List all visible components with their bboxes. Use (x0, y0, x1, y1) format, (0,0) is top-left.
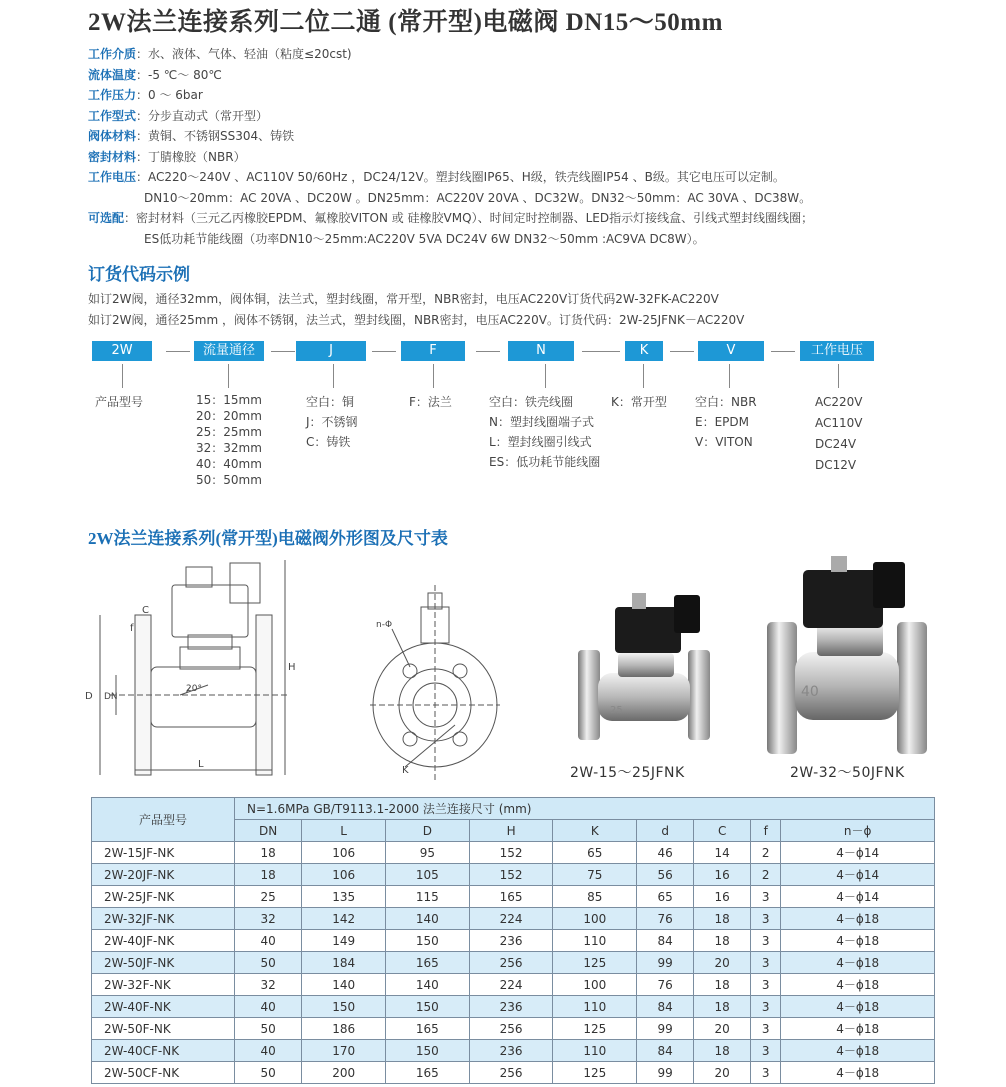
code-desc-line: 空白：铜 (306, 395, 355, 409)
cell-value: 125 (553, 1018, 637, 1040)
cell-value: 65 (637, 886, 694, 908)
table-row (92, 842, 935, 864)
code-desc-material (306, 392, 358, 452)
dim-label-f: f (130, 623, 134, 634)
cell-value: 16 (694, 886, 751, 908)
spec-value: ：黄铜、不锈钢SS304、铸铁 (136, 129, 295, 143)
body-casting-mark: 25 (610, 705, 623, 716)
spec-pressure (88, 85, 813, 106)
code-tick (333, 364, 334, 388)
dim-label-c: C (142, 605, 149, 616)
code-desc-line: DC24V (815, 437, 857, 451)
cell-value: 149 (302, 930, 386, 952)
dim-label-angle: 20° (186, 684, 202, 694)
cell-value: 18 (694, 974, 751, 996)
code-dash (271, 351, 295, 352)
code-desc-line: 50：50mm (196, 473, 262, 487)
dimension-table (91, 797, 935, 1084)
cell-model: 2W-32F-NK (92, 974, 235, 996)
table-row (92, 952, 935, 974)
cell-value: 125 (553, 952, 637, 974)
cell-value: 4－ϕ18 (781, 1062, 935, 1084)
cell-value: 152 (469, 842, 553, 864)
cell-value: 140 (302, 974, 386, 996)
order-example: 如订2W阀，通径25mm ，阀体不锈钢，法兰式，塑封线圈，NBR密封，电压AC220V。订货代码：2W-25JFNK－AC220V (88, 313, 745, 327)
code-dash (670, 351, 694, 352)
cell-value: 4－ϕ18 (781, 952, 935, 974)
cell-value: 200 (302, 1062, 386, 1084)
cell-value: 20 (694, 1018, 751, 1040)
cell-value: 135 (302, 886, 386, 908)
cell-value: 50 (235, 1062, 302, 1084)
dim-label-k: K (402, 765, 409, 776)
spec-value: ：水、液体、气体、轻油（粘度≤20cst) (136, 47, 352, 61)
table-row (92, 864, 935, 886)
cell-value: 18 (694, 908, 751, 930)
code-tick (122, 364, 123, 388)
cell-model: 2W-25JF-NK (92, 886, 235, 908)
cell-value: 16 (694, 864, 751, 886)
cell-value: 18 (235, 864, 302, 886)
spec-medium (88, 44, 813, 65)
dim-label-d: D (85, 691, 93, 702)
cell-value: 140 (386, 974, 470, 996)
cell-value: 150 (386, 996, 470, 1018)
table-header-row (92, 798, 935, 820)
cell-value: 125 (553, 1062, 637, 1084)
code-box-voltage: 工作电压 (800, 341, 874, 361)
cell-value: 65 (553, 842, 637, 864)
cell-value: 106 (302, 864, 386, 886)
cell-value: 20 (694, 1062, 751, 1084)
cell-value: 14 (694, 842, 751, 864)
code-desc-line: 32：32mm (196, 441, 262, 455)
cell-model: 2W-20JF-NK (92, 864, 235, 886)
cell-value: 170 (302, 1040, 386, 1062)
cell-value: 84 (637, 996, 694, 1018)
front-view-drawing (370, 585, 500, 780)
code-desc-size (196, 392, 262, 488)
cell-value: 152 (469, 864, 553, 886)
table-row (92, 974, 935, 996)
code-dash (372, 351, 396, 352)
cell-value: 56 (637, 864, 694, 886)
cell-value: 3 (751, 996, 781, 1018)
column-header: d (637, 820, 694, 842)
cell-value: 150 (386, 930, 470, 952)
cell-value: 25 (235, 886, 302, 908)
cell-value: 2 (751, 842, 781, 864)
cell-value: 18 (694, 1040, 751, 1062)
spec-label: 工作型式 (88, 108, 137, 123)
outline-drawings (80, 555, 540, 785)
cell-value: 165 (386, 952, 470, 974)
code-tick (643, 364, 644, 388)
cell-value: 110 (553, 996, 637, 1018)
cell-value: 150 (302, 996, 386, 1018)
cell-value: 106 (302, 842, 386, 864)
header-standard: N=1.6MPa GB/T9113.1-2000 法兰连接尺寸 (mm) (235, 798, 935, 820)
cell-value: 40 (235, 1040, 302, 1062)
cell-value: 224 (469, 974, 553, 996)
code-box-model: 2W (92, 341, 152, 361)
spec-list (88, 44, 813, 249)
cell-value: 18 (235, 842, 302, 864)
code-desc-line: AC220V (815, 395, 863, 409)
table-row (92, 930, 935, 952)
order-code-heading: 订货代码示例 (88, 265, 190, 285)
cell-value: 256 (469, 1062, 553, 1084)
spec-type (88, 106, 813, 127)
cell-value: 32 (235, 974, 302, 996)
code-box-flange: F (401, 341, 465, 361)
cell-value: 99 (637, 1018, 694, 1040)
cell-model: 2W-50F-NK (92, 1018, 235, 1040)
code-desc-seal (695, 392, 757, 452)
cell-value: 224 (469, 908, 553, 930)
cell-value: 105 (386, 864, 470, 886)
spec-temperature (88, 65, 813, 86)
cell-model: 2W-40F-NK (92, 996, 235, 1018)
cell-value: 4－ϕ18 (781, 1018, 935, 1040)
code-desc-line: C：铸铁 (306, 435, 351, 449)
dimension-heading: 2W法兰连接系列(常开型)电磁阀外形图及尺寸表 (88, 529, 448, 548)
table-row (92, 1018, 935, 1040)
code-tick (729, 364, 730, 388)
column-header: D (386, 820, 470, 842)
cell-model: 2W-15JF-NK (92, 842, 235, 864)
code-dash (166, 351, 190, 352)
code-desc-line: 20：20mm (196, 409, 262, 423)
spec-seal-material (88, 147, 813, 168)
cell-value: 4－ϕ18 (781, 930, 935, 952)
page-title: 2W法兰连接系列二位二通 (常开型)电磁阀 DN15～50mm (88, 9, 723, 36)
code-desc-voltage (815, 392, 863, 476)
cell-value: 3 (751, 974, 781, 996)
product-caption: 2W-32～50JFNK (790, 765, 905, 781)
code-desc-line: J：不锈钢 (306, 415, 358, 429)
order-example: 如订2W阀，通径32mm，阀体铜，法兰式，塑封线圈，常开型，NBR密封，电压AC220V订货代码2W-32FK-AC220V (88, 292, 719, 306)
spec-value: ：丁腈橡胶（NBR） (136, 149, 246, 164)
spec-label: 流体温度 (88, 67, 137, 82)
cell-value: 165 (386, 1018, 470, 1040)
cell-value: 4－ϕ18 (781, 996, 935, 1018)
cell-value: 76 (637, 974, 694, 996)
cell-value: 4－ϕ18 (781, 974, 935, 996)
cell-value: 3 (751, 1062, 781, 1084)
cell-value: 115 (386, 886, 470, 908)
code-desc-line: 15：15mm (196, 393, 262, 407)
code-box-seal: V (698, 341, 764, 361)
code-tick (838, 364, 839, 388)
cell-value: 40 (235, 930, 302, 952)
spec-body-material (88, 126, 813, 147)
code-desc-line: 产品型号 (95, 395, 144, 409)
cell-value: 236 (469, 1040, 553, 1062)
cell-value: 50 (235, 952, 302, 974)
spec-optional (88, 208, 813, 229)
product-photo-small (570, 585, 730, 755)
cell-value: 142 (302, 908, 386, 930)
code-desc-line: 25：25mm (196, 425, 262, 439)
product-caption: 2W-15～25JFNK (570, 765, 685, 781)
cell-value: 100 (553, 908, 637, 930)
table-row (92, 886, 935, 908)
code-dash (582, 351, 620, 352)
cell-value: 75 (553, 864, 637, 886)
cell-value: 4－ϕ14 (781, 864, 935, 886)
code-box-type: K (625, 341, 663, 361)
order-examples (88, 289, 744, 331)
cell-value: 99 (637, 952, 694, 974)
spec-label: 密封材料 (88, 149, 137, 164)
cell-value: 20 (694, 952, 751, 974)
cell-value: 4－ϕ14 (781, 886, 935, 908)
code-desc-line: AC110V (815, 416, 863, 430)
cell-value: 3 (751, 930, 781, 952)
cell-model: 2W-40JF-NK (92, 930, 235, 952)
dim-label-l: L (198, 759, 204, 770)
spec-optional-continued: ES低功耗节能线圈（功率DN10～25mm:AC220V 5VA DC24V 6W DN32～50mm :AC9VA DC8W）。 (144, 231, 705, 246)
column-header: L (302, 820, 386, 842)
column-header: K (553, 820, 637, 842)
cell-value: 236 (469, 996, 553, 1018)
table-body (92, 842, 935, 1084)
cell-model: 2W-50JF-NK (92, 952, 235, 974)
code-tick (228, 364, 229, 388)
cell-value: 110 (553, 1040, 637, 1062)
side-view-drawing (100, 560, 290, 775)
cell-value: 2 (751, 864, 781, 886)
cell-model: 2W-50CF-NK (92, 1062, 235, 1084)
spec-value: ：密封材料（三元乙丙橡胶EPDM、氟橡胶VITON 或 硅橡胶VMQ）、时间定时控制器、LED指示灯接线盒、引线式塑封线圈线圈； (124, 211, 814, 225)
code-tick (433, 364, 434, 388)
spec-label: 可选配 (88, 211, 125, 225)
table-row (92, 908, 935, 930)
cell-value: 3 (751, 908, 781, 930)
code-dash (771, 351, 795, 352)
code-box-size: 流量通径 (194, 341, 264, 361)
cell-value: 4－ϕ14 (781, 842, 935, 864)
code-desc-coil (489, 392, 600, 472)
cell-value: 40 (235, 996, 302, 1018)
cell-value: 100 (553, 974, 637, 996)
table-row (92, 1040, 935, 1062)
cell-value: 3 (751, 1018, 781, 1040)
cell-value: 4－ϕ18 (781, 1040, 935, 1062)
cell-value: 84 (637, 930, 694, 952)
code-tick (545, 364, 546, 388)
cell-value: 46 (637, 842, 694, 864)
spec-voltage-continued: DN10～20mm：AC 20VA 、DC20W 。DN25mm：AC220V 20VA 、DC32W。DN32～50mm：AC 30VA 、DC38W。 (144, 190, 812, 205)
cell-value: 184 (302, 952, 386, 974)
spec-value: ：分步直动式（常开型） (136, 108, 269, 123)
cell-value: 4－ϕ18 (781, 908, 935, 930)
cell-value: 3 (751, 952, 781, 974)
code-box-coil: N (508, 341, 574, 361)
code-desc-line: K：常开型 (611, 395, 667, 409)
product-photo-large (765, 552, 930, 757)
cell-value: 99 (637, 1062, 694, 1084)
header-model: 产品型号 (92, 798, 235, 842)
cell-value: 3 (751, 1040, 781, 1062)
cell-value: 165 (469, 886, 553, 908)
code-desc-type (611, 392, 667, 412)
cell-value: 32 (235, 908, 302, 930)
cell-value: 85 (553, 886, 637, 908)
cell-value: 18 (694, 930, 751, 952)
code-desc-line: L：塑封线圈引线式 (489, 435, 592, 449)
dim-label-dn: DN (104, 692, 118, 702)
spec-value: ：AC220～240V 、AC110V 50/60Hz ，DC24/12V。塑封线圈IP65、H级，铁壳线圈IP54 、B级。其它电压可以定制。 (136, 170, 785, 184)
spec-label: 阀体材料 (88, 129, 137, 143)
cell-value: 150 (386, 1040, 470, 1062)
code-dash (476, 351, 500, 352)
cell-value: 95 (386, 842, 470, 864)
spec-voltage (88, 167, 813, 188)
table-row (92, 996, 935, 1018)
cell-model: 2W-32JF-NK (92, 908, 235, 930)
cell-value: 84 (637, 1040, 694, 1062)
table-row (92, 1062, 935, 1084)
cell-value: 50 (235, 1018, 302, 1040)
column-header: f (751, 820, 781, 842)
code-desc-line: V：VITON (695, 435, 753, 449)
cell-value: 236 (469, 930, 553, 952)
spec-value: ：-5 ℃～ 80℃ (136, 67, 222, 82)
dim-label-n-phi: n-Φ (376, 620, 393, 630)
spec-value: ：0 ～ 6bar (136, 88, 203, 102)
code-desc-line: 空白：NBR (695, 395, 757, 409)
code-desc-line: 空白：铁壳线圈 (489, 395, 574, 409)
column-header: C (694, 820, 751, 842)
cell-value: 140 (386, 908, 470, 930)
cell-model: 2W-40CF-NK (92, 1040, 235, 1062)
cell-value: 18 (694, 996, 751, 1018)
code-desc-line: DC12V (815, 458, 857, 472)
cell-value: 110 (553, 930, 637, 952)
cell-value: 186 (302, 1018, 386, 1040)
code-desc-line: N：塑封线圈端子式 (489, 415, 594, 429)
cell-value: 256 (469, 1018, 553, 1040)
spec-label: 工作电压 (88, 170, 137, 184)
code-desc-line: ES：低功耗节能线圈 (489, 455, 601, 469)
code-desc-model (95, 392, 143, 412)
cell-value: 256 (469, 952, 553, 974)
column-header: H (469, 820, 553, 842)
spec-label: 工作介质 (88, 47, 137, 61)
code-desc-line: 40：40mm (196, 457, 262, 471)
code-desc-flange (409, 392, 452, 412)
column-header: DN (235, 820, 302, 842)
code-desc-line: F：法兰 (409, 395, 452, 409)
column-header: n－ϕ (781, 820, 935, 842)
dim-label-h: H (288, 662, 296, 673)
cell-value: 76 (637, 908, 694, 930)
cell-value: 3 (751, 886, 781, 908)
code-box-material: J (296, 341, 366, 361)
body-casting-mark: 40 (801, 684, 819, 700)
spec-label: 工作压力 (88, 88, 137, 102)
cell-value: 165 (386, 1062, 470, 1084)
code-desc-line: E：EPDM (695, 415, 749, 429)
